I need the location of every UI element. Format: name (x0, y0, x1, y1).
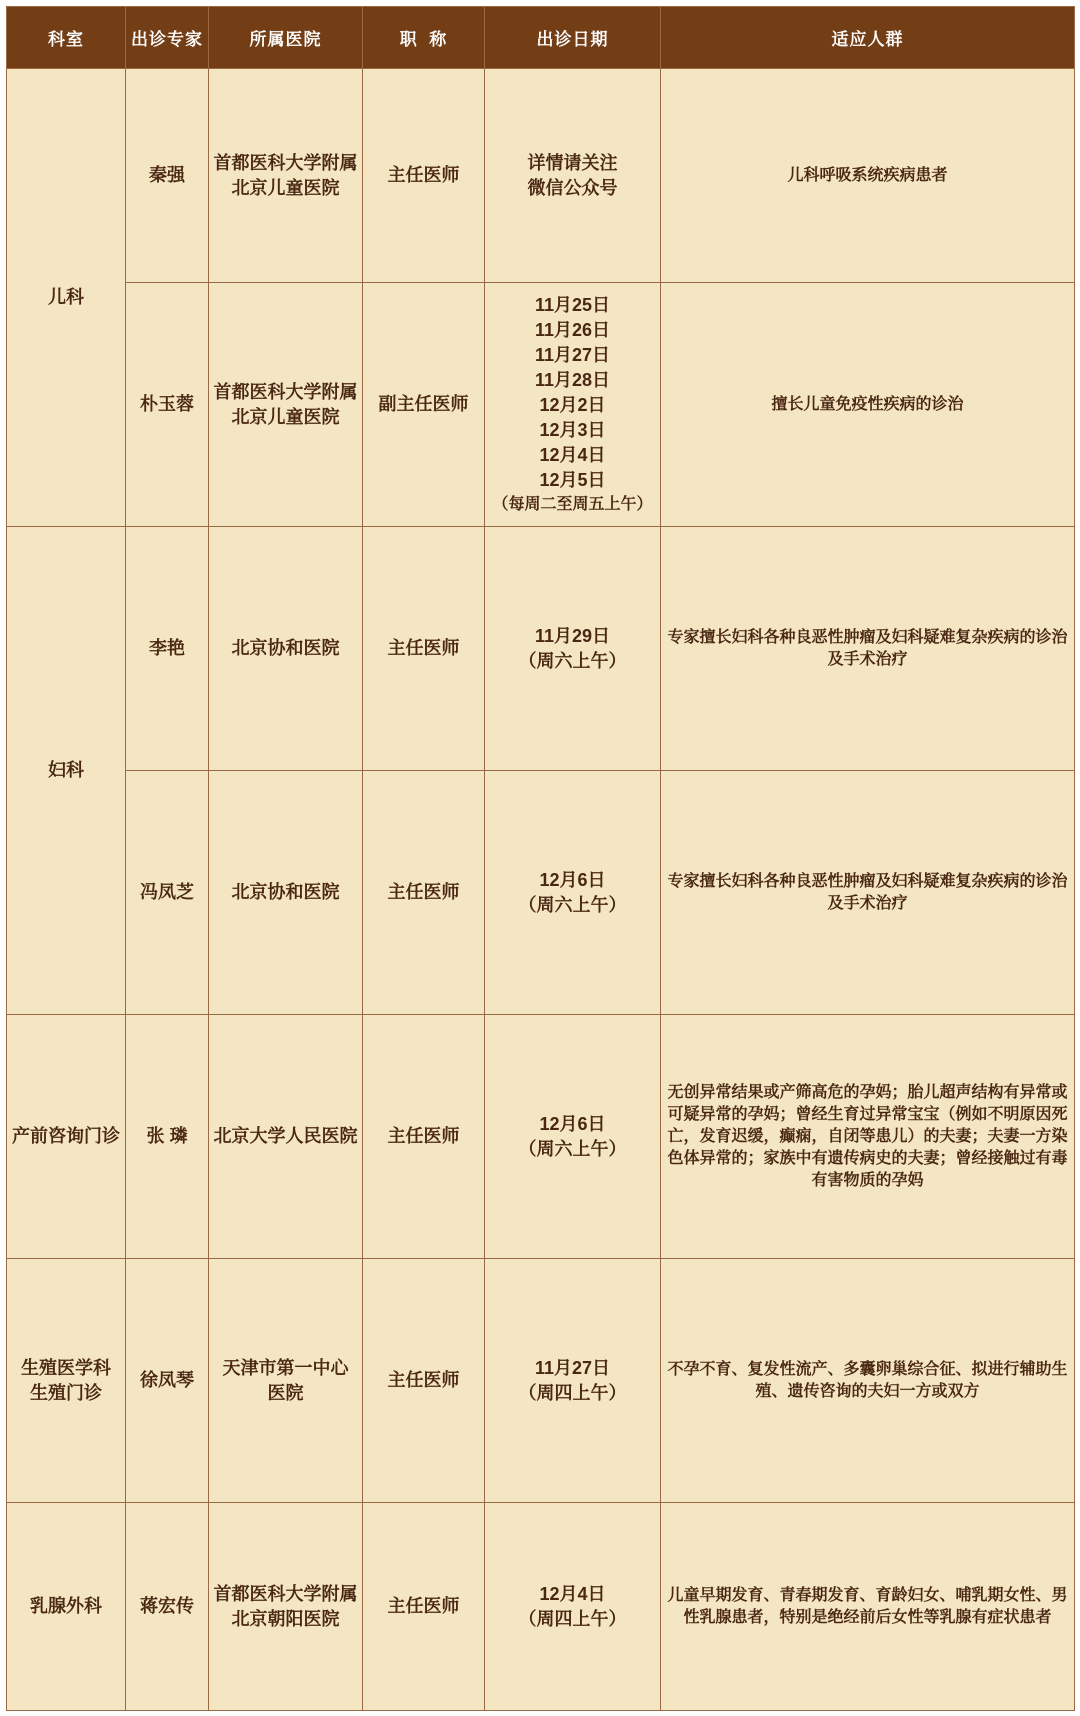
date-cell (485, 1503, 661, 1711)
hospital-line: 首都医科大学附属 (213, 1583, 358, 1604)
hospital-line: 首都医科大学附属 (213, 152, 358, 173)
date-line: 12月5日 (539, 469, 606, 490)
date-line: 详情请关注 (527, 152, 618, 173)
title-cell: 副主任医师 (363, 283, 485, 527)
hospital-line: 北京大学人民医院 (213, 1126, 358, 1146)
table-row (7, 1259, 1075, 1503)
table-row (7, 527, 1075, 771)
audience-cell: 无创异常结果或产筛高危的孕妈；胎儿超声结构有异常或可疑异常的孕妈；曾经生育过异常宝宝（例如不明原因死亡，发育迟缓，癫痫，自闭等患儿）的夫妻；夫妻一方染色体异常的；家族中有遗传病史的夫妻；曾经接触过有毒有害物质的孕妈 (661, 1015, 1075, 1259)
hospital-cell (209, 1503, 363, 1711)
date-line: 11月27日 (534, 1357, 611, 1378)
hospital-cell (209, 1259, 363, 1503)
table-row (7, 283, 1075, 527)
audience-cell: 儿科呼吸系统疾病患者 (661, 69, 1075, 283)
date-line: 12月4日 (539, 1583, 606, 1604)
header-row (7, 7, 1075, 69)
expert-cell: 冯凤芝 (126, 771, 209, 1015)
date-line: 12月2日 (539, 394, 606, 415)
title-cell: 主任医师 (363, 771, 485, 1015)
hospital-line: 北京儿童医院 (231, 406, 340, 427)
hospital-line: 天津市第一中心 (222, 1357, 349, 1378)
date-line: （周六上午） (518, 894, 627, 915)
header-date: 出诊日期 (485, 7, 661, 69)
header-hospital: 所属医院 (209, 7, 363, 69)
expert-cell: 秦强 (126, 69, 209, 283)
date-line: （周六上午） (518, 650, 627, 671)
date-cell (485, 69, 661, 283)
title-cell: 主任医师 (363, 527, 485, 771)
header-title: 职 称 (363, 7, 485, 69)
expert-cell: 李艳 (126, 527, 209, 771)
department-cell (7, 1015, 126, 1259)
hospital-line: 北京儿童医院 (231, 177, 340, 198)
department-name: 乳腺外科 (30, 1596, 102, 1616)
date-line: 12月6日 (539, 1113, 606, 1134)
date-cell (485, 771, 661, 1015)
title-cell: 主任医师 (363, 69, 485, 283)
expert-cell: 张 璘 (126, 1015, 209, 1259)
hospital-cell (209, 1015, 363, 1259)
hospital-cell (209, 283, 363, 527)
title-cell: 主任医师 (363, 1259, 485, 1503)
date-cell (485, 283, 661, 527)
expert-cell: 徐凤琴 (126, 1259, 209, 1503)
header-audience: 适应人群 (661, 7, 1075, 69)
date-line: 11月29日 (534, 625, 611, 646)
department-name: 生殖门诊 (30, 1382, 102, 1403)
audience-cell: 儿童早期发育、青春期发育、育龄妇女、哺乳期女性、男性乳腺患者，特别是绝经前后女性等乳腺有症状患者 (661, 1503, 1075, 1711)
department-cell (7, 1503, 126, 1711)
date-line: 11月26日 (534, 319, 611, 340)
department-name: 妇科 (48, 760, 84, 780)
title-cell: 主任医师 (363, 1015, 485, 1259)
date-line: 11月27日 (534, 344, 611, 365)
date-cell (485, 1259, 661, 1503)
date-line: 11月25日 (534, 294, 611, 315)
hospital-line: 首都医科大学附属 (213, 381, 358, 402)
table-row (7, 69, 1075, 283)
date-line: 12月4日 (539, 444, 606, 465)
department-cell (7, 527, 126, 1015)
department-name: 生殖医学科 (21, 1357, 111, 1378)
date-note: （每周二至周五上午） (492, 495, 653, 513)
date-cell (485, 1015, 661, 1259)
audience-cell: 不孕不育、复发性流产、多囊卵巢综合征、拟进行辅助生殖、遗传咨询的夫妇一方或双方 (661, 1259, 1075, 1503)
hospital-line: 北京协和医院 (231, 882, 340, 902)
audience-cell: 专家擅长妇科各种良恶性肿瘤及妇科疑难复杂疾病的诊治及手术治疗 (661, 771, 1075, 1015)
hospital-cell (209, 771, 363, 1015)
table-row (7, 771, 1075, 1015)
date-line: 微信公众号 (527, 177, 618, 198)
department-name: 产前咨询门诊 (12, 1126, 120, 1146)
hospital-line: 北京朝阳医院 (231, 1608, 340, 1629)
hospital-cell (209, 69, 363, 283)
date-line: （周四上午） (518, 1382, 627, 1403)
audience-cell: 擅长儿童免疫性疾病的诊治 (661, 283, 1075, 527)
header-expert: 出诊专家 (126, 7, 209, 69)
date-line: 11月28日 (534, 369, 611, 390)
department-cell (7, 1259, 126, 1503)
department-name: 儿科 (48, 287, 84, 307)
title-cell: 主任医师 (363, 1503, 485, 1711)
table-row (7, 1503, 1075, 1711)
table-row (7, 1015, 1075, 1259)
header-department: 科室 (7, 7, 126, 69)
date-line: 12月3日 (539, 419, 606, 440)
expert-cell: 蒋宏传 (126, 1503, 209, 1711)
hospital-cell (209, 527, 363, 771)
department-cell (7, 69, 126, 527)
audience-cell: 专家擅长妇科各种良恶性肿瘤及妇科疑难复杂疾病的诊治及手术治疗 (661, 527, 1075, 771)
hospital-line: 北京协和医院 (231, 638, 340, 658)
expert-cell: 朴玉蓉 (126, 283, 209, 527)
date-line: （周六上午） (518, 1138, 627, 1159)
expert-schedule-table (6, 6, 1075, 1711)
date-line: 12月6日 (539, 869, 606, 890)
date-cell (485, 527, 661, 771)
hospital-line: 医院 (267, 1382, 304, 1403)
date-line: （周四上午） (518, 1608, 627, 1629)
